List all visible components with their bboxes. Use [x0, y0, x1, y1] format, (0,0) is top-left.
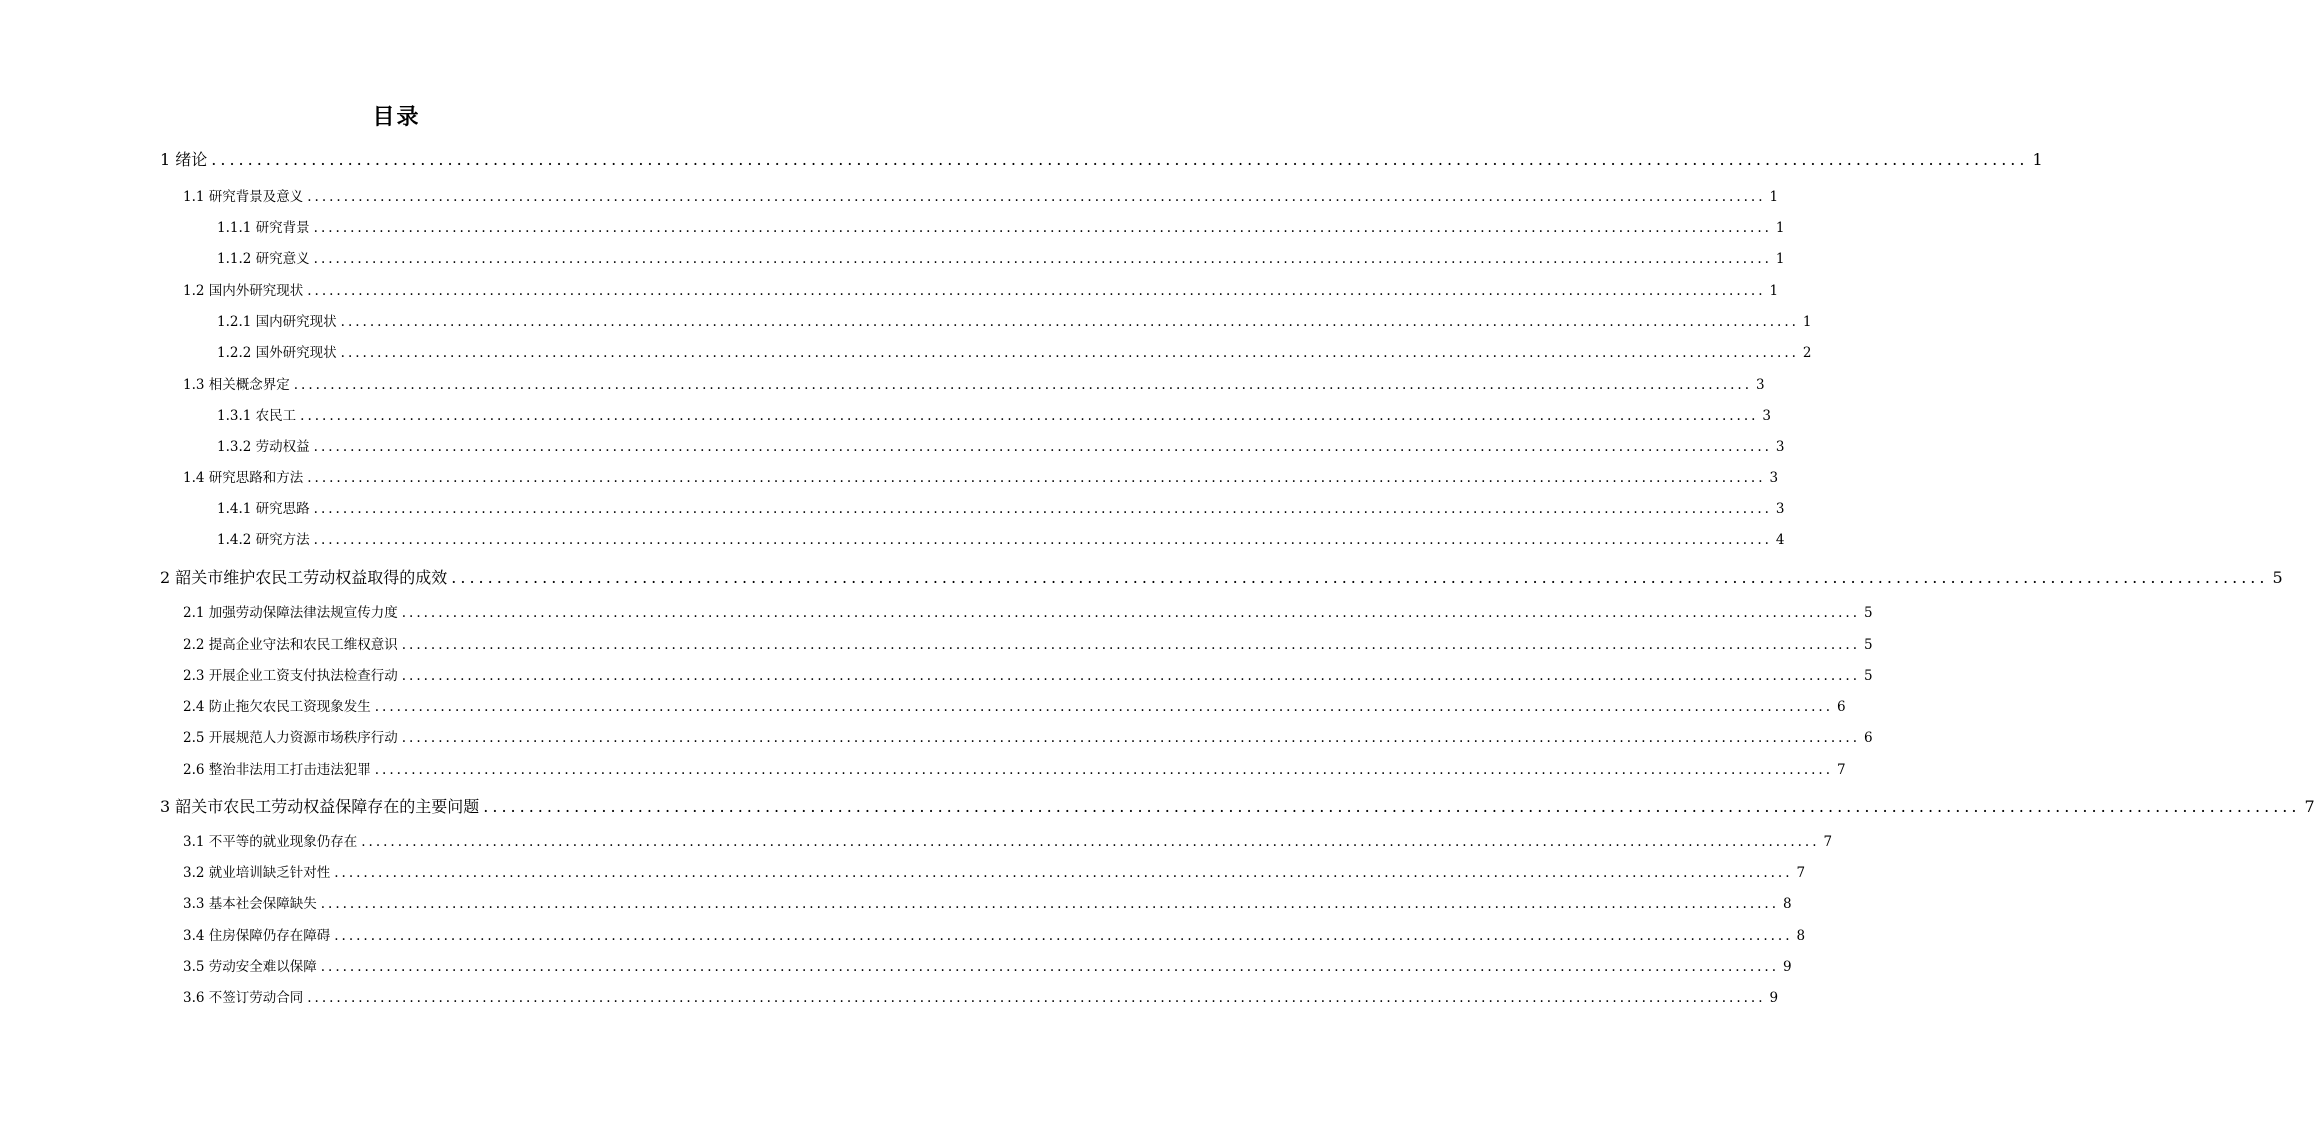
- toc-leader-dots: ........................................................................................................................................................................................................: [374, 762, 1834, 778]
- toc-leader-dots: ........................................................................................................................................................................................................: [340, 345, 1799, 361]
- toc-page-number: 1: [1769, 189, 1779, 205]
- toc-page-number: 7: [1796, 865, 1806, 881]
- toc-page-number: 1: [1775, 251, 1785, 267]
- toc-entry-label: 1.4 研究思路和方法: [183, 470, 304, 486]
- toc-leader-dots: ........................................................................................................................................................................................................: [293, 377, 1753, 393]
- toc-entry-label: 2 韶关市维护农民工劳动权益取得的成效: [160, 568, 448, 587]
- toc-page-number: 6: [1864, 730, 1873, 746]
- toc-page-number: 3: [1769, 470, 1779, 486]
- toc-page-number: 3: [1775, 439, 1785, 455]
- toc-entry[interactable]: [183, 830, 1833, 852]
- toc-entry-label: 1 绪论: [160, 150, 208, 169]
- toc-page-number: 3: [1775, 501, 1785, 517]
- toc-entry-label: 2.5 开展规范人力资源市场秩序行动: [183, 730, 398, 746]
- toc-entry[interactable]: [160, 794, 2315, 816]
- toc-leader-dots: ........................................................................................................................................................................................................: [451, 568, 2269, 587]
- toc-entry-label: 1.3.1 农民工: [217, 408, 297, 424]
- toc-entry[interactable]: [217, 497, 1785, 519]
- toc-entry[interactable]: [183, 695, 1846, 717]
- toc-entry-label: 3.2 就业培训缺乏针对性: [183, 865, 331, 881]
- toc-page-number: 1: [1802, 314, 1812, 330]
- toc-leader-dots: ........................................................................................................................................................................................................: [334, 928, 1793, 944]
- toc-entry[interactable]: [160, 565, 2283, 587]
- toc-page-number: 1: [1769, 283, 1779, 299]
- toc-entry[interactable]: [183, 279, 1779, 301]
- toc-leader-dots: ........................................................................................................................................................................................................: [374, 699, 1834, 715]
- toc-leader-dots: ........................................................................................................................................................................................................: [334, 865, 1793, 881]
- toc-page-number: 4: [1775, 532, 1785, 548]
- toc-page-number: 5: [1864, 668, 1873, 684]
- toc-entry-label: 1.4.2 研究方法: [217, 532, 310, 548]
- toc-leader-dots: ........................................................................................................................................................................................................: [307, 189, 1766, 205]
- toc-entry[interactable]: [217, 341, 1812, 363]
- toc-leader-dots: ........................................................................................................................................................................................................: [307, 470, 1766, 486]
- toc-entry-label: 3 韶关市农民工劳动权益保障存在的主要问题: [160, 797, 480, 816]
- toc-page-number: 5: [2272, 568, 2283, 587]
- toc-entry[interactable]: [183, 633, 1873, 655]
- toc-leader-dots: ........................................................................................................................................................................................................: [483, 797, 2301, 816]
- toc-entry-label: 1.2 国内外研究现状: [183, 283, 304, 299]
- toc-leader-dots: ........................................................................................................................................................................................................: [313, 220, 1772, 236]
- toc-page-number: 7: [1823, 834, 1833, 850]
- toc-leader-dots: ........................................................................................................................................................................................................: [361, 834, 1820, 850]
- toc-leader-dots: ........................................................................................................................................................................................................: [313, 439, 1772, 455]
- toc-entry[interactable]: [183, 185, 1779, 207]
- toc-leader-dots: ........................................................................................................................................................................................................: [401, 605, 1861, 621]
- toc-leader-dots: ........................................................................................................................................................................................................: [313, 501, 1772, 517]
- toc-entry-label: 1.1 研究背景及意义: [183, 189, 304, 205]
- toc-title: 目录: [372, 105, 421, 130]
- toc-entry[interactable]: [183, 601, 1873, 623]
- toc-entry-label: 2.4 防止拖欠农民工资现象发生: [183, 699, 371, 715]
- toc-entry-label: 2.6 整治非法用工打击违法犯罪: [183, 762, 371, 778]
- toc-entry[interactable]: [217, 404, 1772, 426]
- toc-page-number: 7: [2304, 797, 2315, 816]
- toc-page-number: 5: [1864, 605, 1873, 621]
- toc-entry[interactable]: [217, 247, 1785, 269]
- toc-entry[interactable]: [183, 892, 1792, 914]
- toc-entry-label: 3.4 住房保障仍存在障碍: [183, 928, 331, 944]
- toc-page-number: 2: [1802, 345, 1812, 361]
- toc-entry-label: 1.1.2 研究意义: [217, 251, 310, 267]
- toc-leader-dots: ........................................................................................................................................................................................................: [300, 408, 1759, 424]
- toc-entry[interactable]: [183, 986, 1779, 1008]
- toc-entry-label: 1.4.1 研究思路: [217, 501, 310, 517]
- toc-entry-label: 3.3 基本社会保障缺失: [183, 896, 317, 912]
- toc-leader-dots: ........................................................................................................................................................................................................: [313, 251, 1772, 267]
- toc-leader-dots: ........................................................................................................................................................................................................: [307, 283, 1766, 299]
- toc-entry[interactable]: [183, 373, 1765, 395]
- toc-page-number: 5: [1864, 637, 1873, 653]
- toc-entry[interactable]: [217, 216, 1785, 238]
- toc-entry[interactable]: [160, 147, 2043, 169]
- toc-entry[interactable]: [183, 861, 1806, 883]
- toc-entry-label: 2.3 开展企业工资支付执法检查行动: [183, 668, 398, 684]
- toc-entry-label: 1.2.1 国内研究现状: [217, 314, 337, 330]
- toc-leader-dots: ........................................................................................................................................................................................................: [307, 990, 1766, 1006]
- toc-leader-dots: ........................................................................................................................................................................................................: [401, 730, 1861, 746]
- toc-entry[interactable]: [217, 435, 1785, 457]
- toc-entry[interactable]: [217, 528, 1785, 550]
- toc-entry-label: 3.1 不平等的就业现象仍存在: [183, 834, 358, 850]
- toc-leader-dots: ........................................................................................................................................................................................................: [340, 314, 1799, 330]
- toc-page-number: 3: [1756, 377, 1765, 393]
- toc-entry[interactable]: [183, 955, 1792, 977]
- toc-page-number: 1: [1775, 220, 1785, 236]
- toc-page-number: 9: [1783, 959, 1792, 975]
- toc-page-number: 9: [1769, 990, 1779, 1006]
- toc-entry-label: 3.6 不签订劳动合同: [183, 990, 304, 1006]
- toc-entry[interactable]: [183, 758, 1846, 780]
- toc-entry[interactable]: [183, 726, 1873, 748]
- toc-leader-dots: ........................................................................................................................................................................................................: [313, 532, 1772, 548]
- toc-entry-label: 3.5 劳动安全难以保障: [183, 959, 317, 975]
- toc-page-number: 8: [1796, 928, 1806, 944]
- toc-page-number: 3: [1762, 408, 1772, 424]
- toc-entry-label: 2.1 加强劳动保障法律法规宣传力度: [183, 605, 398, 621]
- toc-entry-label: 2.2 提高企业守法和农民工维权意识: [183, 637, 398, 653]
- toc-entry-label: 1.1.1 研究背景: [217, 220, 310, 236]
- toc-leader-dots: ........................................................................................................................................................................................................: [401, 668, 1861, 684]
- toc-page-number: 8: [1783, 896, 1792, 912]
- toc-entry[interactable]: [183, 664, 1873, 686]
- toc-entry-label: 1.3 相关概念界定: [183, 377, 290, 393]
- toc-entry[interactable]: [183, 466, 1779, 488]
- toc-entry[interactable]: [217, 310, 1812, 332]
- toc-entry[interactable]: [183, 924, 1806, 946]
- toc-entry-label: 1.3.2 劳动权益: [217, 439, 310, 455]
- toc-leader-dots: ........................................................................................................................................................................................................: [401, 637, 1861, 653]
- toc-leader-dots: ........................................................................................................................................................................................................: [320, 959, 1780, 975]
- toc-leader-dots: ........................................................................................................................................................................................................: [211, 150, 2029, 169]
- toc-leader-dots: ........................................................................................................................................................................................................: [320, 896, 1780, 912]
- toc-page-number: 6: [1837, 699, 1846, 715]
- toc-page-number: 7: [1837, 762, 1846, 778]
- toc-page-number: 1: [2032, 150, 2043, 169]
- toc-entry-label: 1.2.2 国外研究现状: [217, 345, 337, 361]
